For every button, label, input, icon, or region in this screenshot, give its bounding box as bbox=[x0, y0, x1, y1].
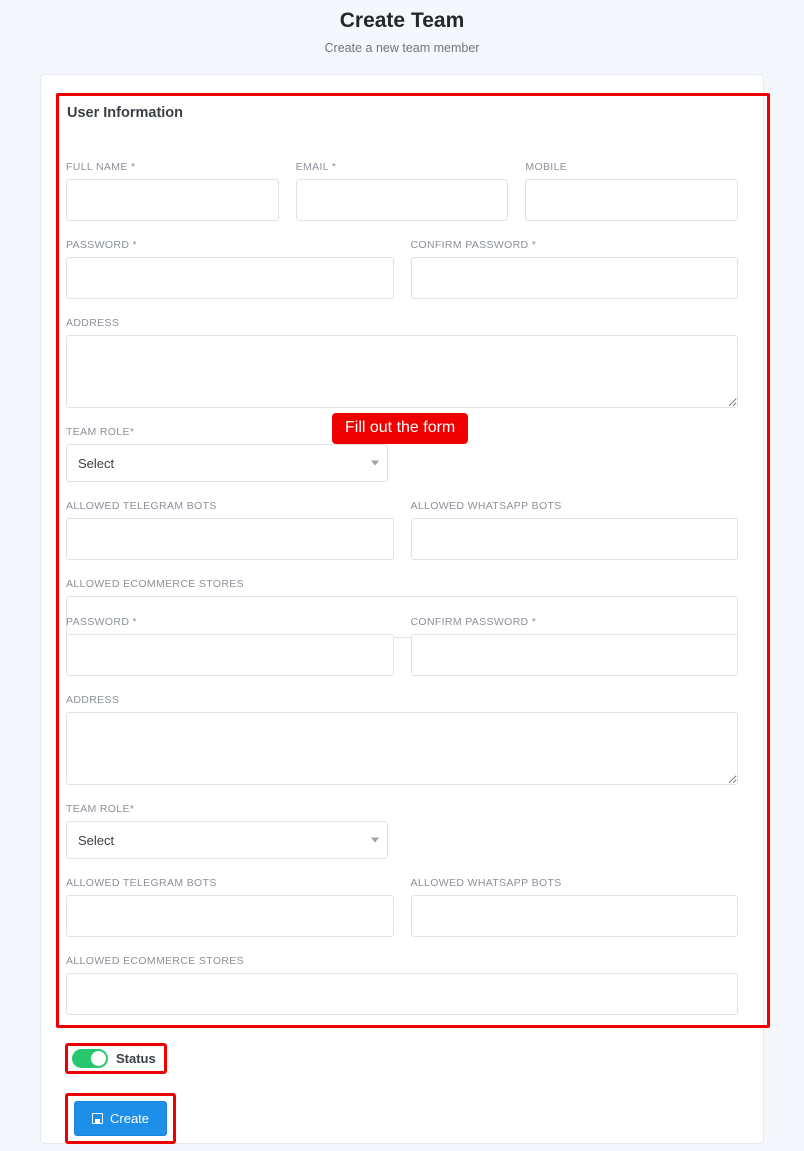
label-allowed-whatsapp-bots-1: ALLOWED WHATSAPP BOTS bbox=[410, 500, 562, 512]
full-name-input[interactable] bbox=[66, 179, 279, 221]
field-password-1 bbox=[66, 239, 394, 299]
label-allowed-ecommerce-stores-2: ALLOWED ECOMMERCE STORES bbox=[66, 955, 244, 967]
field-full-name bbox=[66, 161, 279, 221]
team-role-select-value-2: Select bbox=[66, 821, 388, 859]
label-team-role-2: TEAM ROLE* bbox=[66, 803, 135, 815]
label-confirm-password-1: CONFIRM PASSWORD * bbox=[410, 239, 537, 251]
label-allowed-telegram-bots-1: ALLOWED TELEGRAM BOTS bbox=[66, 500, 217, 512]
team-role-select-2[interactable] bbox=[66, 821, 388, 859]
field-password-2 bbox=[66, 616, 394, 676]
form-row bbox=[66, 955, 738, 1015]
confirm-password-input-1[interactable] bbox=[411, 257, 739, 299]
field-team-role-2 bbox=[66, 803, 388, 859]
create-team-card bbox=[40, 74, 764, 1144]
page-header bbox=[0, 0, 804, 56]
mobile-input[interactable] bbox=[525, 179, 738, 221]
field-allowed-whatsapp-bots-2 bbox=[411, 877, 739, 937]
form-row bbox=[66, 500, 738, 560]
status-label: Status bbox=[116, 1051, 156, 1066]
label-address-1: ADDRESS bbox=[66, 317, 120, 329]
field-confirm-password-1 bbox=[411, 239, 739, 299]
toggle-knob bbox=[91, 1051, 106, 1066]
label-password-1: PASSWORD * bbox=[66, 239, 137, 251]
status-toggle[interactable] bbox=[72, 1049, 108, 1068]
chevron-down-icon bbox=[371, 838, 379, 843]
form-row bbox=[66, 877, 738, 937]
create-button[interactable] bbox=[74, 1101, 167, 1136]
team-role-select-1[interactable] bbox=[66, 444, 388, 482]
team-role-select-value-1: Select bbox=[66, 444, 388, 482]
create-area bbox=[65, 1093, 176, 1144]
field-email bbox=[296, 161, 509, 221]
address-textarea-1[interactable] bbox=[66, 335, 738, 408]
field-allowed-telegram-bots-2 bbox=[66, 877, 394, 937]
field-allowed-ecommerce-stores-2 bbox=[66, 955, 738, 1015]
create-button-label: Create bbox=[110, 1111, 150, 1126]
page-title: Create Team bbox=[339, 9, 465, 32]
label-allowed-whatsapp-bots-2: ALLOWED WHATSAPP BOTS bbox=[410, 877, 562, 889]
fill-out-form-callout: Fill out the form bbox=[332, 413, 468, 444]
user-information-form bbox=[41, 121, 763, 1015]
allowed-ecommerce-stores-input-2[interactable] bbox=[66, 973, 738, 1015]
form-row bbox=[66, 803, 738, 859]
create-button-highlight bbox=[65, 1093, 176, 1144]
page-subtitle: Create a new team member bbox=[324, 41, 480, 55]
address-textarea-2[interactable] bbox=[66, 712, 738, 785]
field-allowed-whatsapp-bots-1 bbox=[411, 500, 739, 560]
status-area bbox=[65, 1043, 167, 1074]
status-highlight bbox=[65, 1043, 167, 1074]
label-full-name: FULL NAME * bbox=[66, 161, 136, 173]
confirm-password-input-2[interactable] bbox=[411, 634, 739, 676]
allowed-telegram-bots-input-1[interactable] bbox=[66, 518, 394, 560]
label-mobile: MOBILE bbox=[525, 161, 568, 173]
allowed-telegram-bots-input-2[interactable] bbox=[66, 895, 394, 937]
email-input[interactable] bbox=[296, 179, 509, 221]
label-confirm-password-2: CONFIRM PASSWORD * bbox=[410, 616, 537, 628]
password-input-1[interactable] bbox=[66, 257, 394, 299]
allowed-whatsapp-bots-input-1[interactable] bbox=[411, 518, 739, 560]
form-row bbox=[66, 161, 738, 221]
chevron-down-icon bbox=[371, 461, 379, 466]
label-team-role-1: TEAM ROLE* bbox=[66, 426, 135, 438]
field-address-1 bbox=[66, 317, 738, 408]
field-address-2 bbox=[66, 694, 738, 785]
field-mobile bbox=[525, 161, 738, 221]
label-email: EMAIL * bbox=[295, 161, 337, 173]
form-row bbox=[66, 239, 738, 299]
section-title-user-information: User Information bbox=[67, 105, 184, 121]
save-icon bbox=[92, 1113, 103, 1124]
label-allowed-telegram-bots-2: ALLOWED TELEGRAM BOTS bbox=[66, 877, 217, 889]
label-address-2: ADDRESS bbox=[66, 694, 120, 706]
field-allowed-telegram-bots-1 bbox=[66, 500, 394, 560]
label-password-2: PASSWORD * bbox=[66, 616, 137, 628]
form-row bbox=[66, 317, 738, 408]
field-confirm-password-2 bbox=[411, 616, 739, 676]
password-input-2[interactable] bbox=[66, 634, 394, 676]
label-allowed-ecommerce-stores-1: ALLOWED ECOMMERCE STORES bbox=[66, 578, 244, 590]
allowed-whatsapp-bots-input-2[interactable] bbox=[411, 895, 739, 937]
form-row bbox=[66, 694, 738, 785]
